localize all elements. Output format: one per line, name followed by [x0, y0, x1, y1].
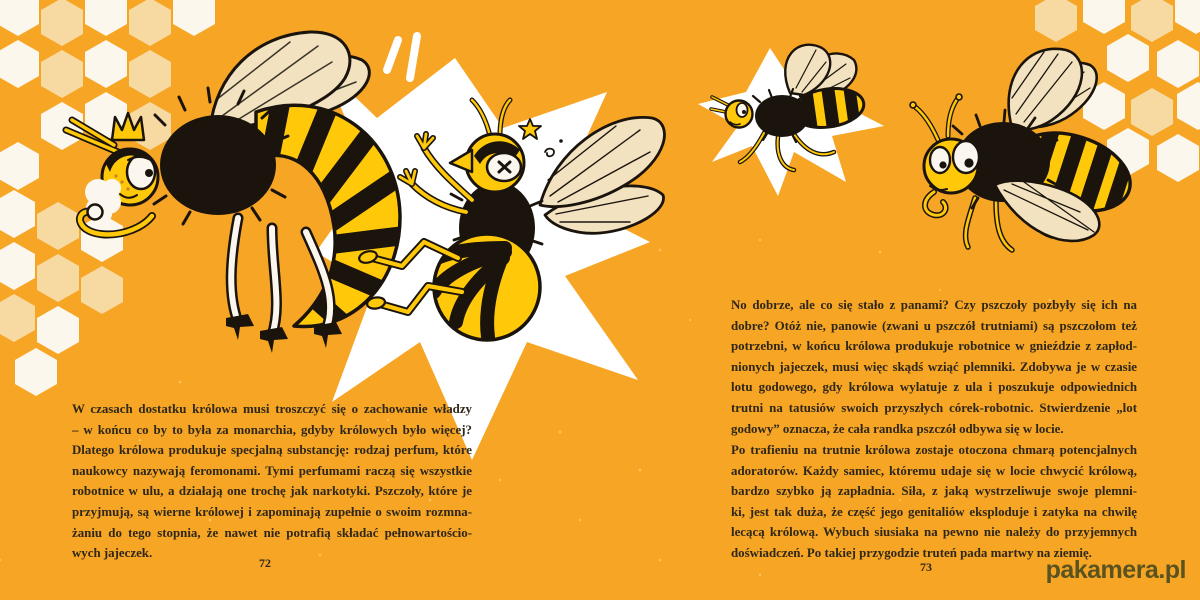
right-page-paragraph-2 [731, 440, 1137, 564]
queen-bee-legs [226, 218, 342, 353]
text-line: robotnice w ulu, a działają one trochę jak narkotyki. Pszczoły, które je [72, 484, 472, 499]
text-line: bardzo szybko ją zapładnia. Siła, z jaką wystrzeliwuje swoje plemni- [731, 484, 1137, 499]
text-line: doświadczeń. Po takiej przygodzie truteń pada martwy na ziemię. [731, 545, 1092, 560]
text-line: dobre? Otóż nie, panowie (zwani u pszczół trutniami) są pszczołom też [731, 318, 1137, 333]
impact-dashes [387, 36, 417, 78]
text-line: naukowcy nazywają feromonami. Tymi perfumami raczą się wszystkie [72, 463, 472, 478]
text-line: lotu godowego, gdy królowa wylatuje z ula i poszukuje odpowiednich [731, 380, 1137, 395]
large-drone-bee [910, 49, 1143, 250]
large-bee-arm [925, 192, 946, 215]
large-bee-head [924, 139, 979, 193]
text-line: No dobrze, ale co się stało z panami? Czy pszczoły pozbyły się ich na [731, 298, 1137, 312]
text-line: adoratorów. Każdy samiec, któremu udaje się w locie chwycić królową, [731, 463, 1137, 478]
text-line: przyjmują, są wierne królowej i zapominają zupełnie o swoim rozmna- [72, 504, 472, 519]
text-line: trutni na tatusiów swoich przyszłych córek-robotnic. Stwierdzenie „lot [731, 400, 1137, 415]
text-line: żaniu do tego stopnia, że nawet nie potrafią składać pełnowartościo- [72, 525, 472, 540]
text-line: – w końcu co by to była za monarchia, gdyby królowych było więcej? [72, 422, 472, 437]
large-bee-eye-left [930, 147, 950, 173]
text-line: nionych jajeczek, musi więc skądś wziąć plemniki. Zdobywa je w czasie [731, 359, 1137, 374]
text-line: wych jajeczek. [72, 546, 153, 561]
left-page-paragraph [72, 399, 472, 564]
page-number-right: 73 [920, 560, 932, 574]
large-bee-eye-right [953, 141, 979, 173]
watermark-logo: pakamera.pl [1045, 556, 1186, 584]
text-line: Po trafieniu na trutnie królowa zostaje otoczona chmarą potencjalnych [731, 443, 1137, 457]
text-line: W czasach dostatku królowa musi troszczyć się o zachowanie władzy [72, 402, 472, 416]
text-line: godowy” oznacza, że cała randka pszczół odbywa się w locie. [731, 421, 1064, 436]
text-line: Dlatego królowa produkuje specjalną substancję: rodzaj perfum, które [72, 443, 472, 458]
right-page-paragraph-1 [731, 295, 1137, 439]
text-line: lecącą królową. Wybuch siusiaka na pewno nie należy do przyjemnych [731, 525, 1137, 540]
large-bee-antennae [910, 94, 962, 140]
text-line: ki, jest tak duża, że część jego genitaliów eksploduje i zatyka na chwilę [731, 504, 1137, 519]
page-number-left: 72 [259, 556, 271, 570]
text-line: potrzebni, w końcu królowa produkuje robotnice w gnieździe z zapłod- [731, 339, 1137, 354]
